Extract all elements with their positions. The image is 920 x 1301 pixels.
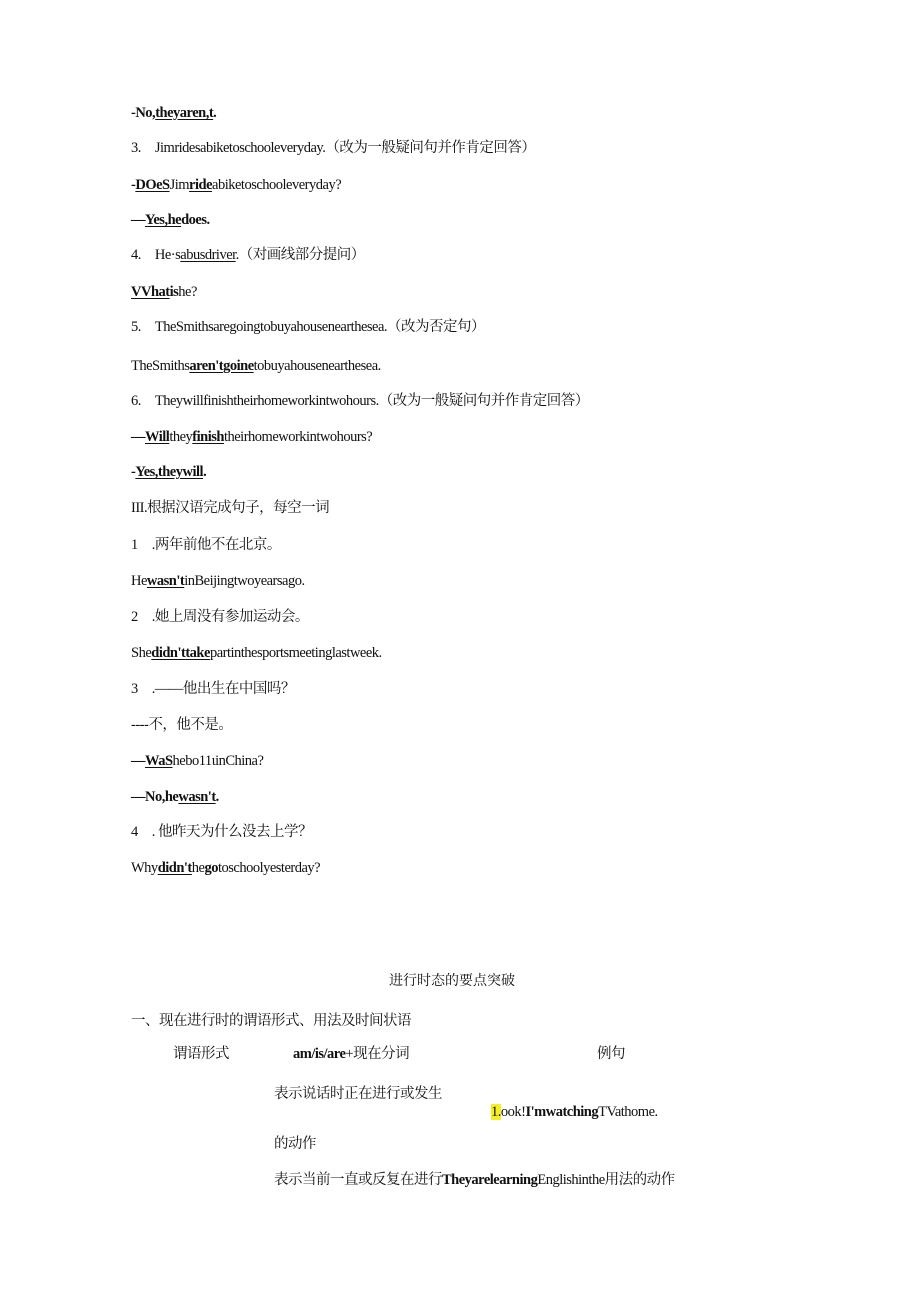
question-text: .（对画线部分提问） xyxy=(235,247,365,263)
answer-text: TheSmiths xyxy=(131,358,190,374)
question-4 xyxy=(131,246,365,264)
answer-text: . xyxy=(203,464,207,480)
example-text: ook! xyxy=(500,1104,526,1120)
answer-text: — xyxy=(131,429,145,445)
example-verb: Theyarelearning xyxy=(442,1172,538,1188)
example-text: Englishinthe xyxy=(537,1172,605,1188)
table-header-example: 例句 xyxy=(597,1046,625,1062)
answer-text: Jim xyxy=(169,177,190,193)
answer-text: — xyxy=(131,753,145,769)
answer-iii-3b xyxy=(131,788,219,806)
highlight-mark: 1. xyxy=(491,1104,501,1120)
answer-text: hebo11ι xyxy=(172,753,216,769)
answer-text: partinthesportsmeetinglastweek. xyxy=(209,645,382,661)
answer-text: go xyxy=(204,860,218,876)
answer-blank: didn't xyxy=(157,860,192,876)
answer-line-4 xyxy=(131,283,197,301)
answer-text: —No,he xyxy=(131,789,179,805)
answer-blank: finish xyxy=(192,429,224,445)
example-verb: I'mwatching xyxy=(525,1104,599,1120)
usage-1-line-a: 表示说话时正在进行或发生 xyxy=(274,1086,442,1102)
participle-label: +现在分词 xyxy=(345,1046,410,1062)
example-text: TVathome. xyxy=(598,1104,658,1120)
question-6: 6. Theywillfinishtheirhomeworkintwohours.（改为一般疑问句并作肯定回答） xyxy=(131,393,589,409)
answer-text: Why xyxy=(131,860,158,876)
answer-iii-3a xyxy=(131,752,263,770)
answer-blank: aren't xyxy=(189,358,224,374)
answer-text: he xyxy=(191,860,205,876)
usage-text: 表示当前一直或反复在进行 xyxy=(274,1172,442,1188)
answer-text: he? xyxy=(178,284,197,300)
answer-text: is xyxy=(169,284,179,300)
answer-blank: goine xyxy=(223,358,254,374)
answer-text: -No, xyxy=(131,105,156,121)
question-iii-4: 4 . 他昨天为什么没去上学？ xyxy=(131,824,312,840)
question-iii-3-reply: ----不，他不是。 xyxy=(131,717,233,733)
answer-text: theirhomeworkintwohours? xyxy=(223,429,373,445)
answer-blank: Will xyxy=(145,429,170,445)
answer-text: abiketoschooleveryday? xyxy=(212,177,342,193)
answer-text: they xyxy=(169,429,193,445)
question-iii-2: 2 .她上周没有参加运动会。 xyxy=(131,609,309,625)
question-text: 4. He·s xyxy=(131,247,181,263)
answer-iii-4 xyxy=(131,859,320,877)
question-3: 3. Jimridesabiketoschooleveryday.（改为一般疑问句并作肯定回答） xyxy=(131,140,536,156)
answer-blank: wasn't xyxy=(146,573,185,589)
answer-blank: WaS xyxy=(145,753,173,769)
answer-blank: Yes,theywill xyxy=(135,464,204,480)
answer-text: does. xyxy=(181,212,210,228)
answer-blank: theyaren,t xyxy=(155,105,214,121)
usage-1-line-b: 的动作 xyxy=(274,1136,316,1152)
section-iii-heading: III.根据汉语完成句子，每空一词 xyxy=(131,500,330,516)
answer-line-1 xyxy=(131,104,216,122)
answer-blank: VVhat xyxy=(131,284,170,300)
answer-text: inChina? xyxy=(215,753,264,769)
answer-text: — xyxy=(131,212,145,228)
question-5: 5. TheSmithsaregoingtobuyahousenearthesea.（改为否定句） xyxy=(131,319,486,335)
answer-text: tobuyahousenearthesea. xyxy=(253,358,381,374)
table-header-form: 谓语形式 xyxy=(173,1046,229,1062)
underlined-phrase: abusdriver xyxy=(180,247,236,263)
answer-line-6b xyxy=(131,463,206,481)
answer-line-6a xyxy=(131,428,372,446)
answer-text: toschoolyesterday? xyxy=(217,860,321,876)
answer-blank: take xyxy=(185,645,210,661)
question-iii-3: 3 .——他出生在中国吗？ xyxy=(131,681,295,697)
section-title: 进行时态的要点突破 xyxy=(389,973,515,989)
answer-blank: DOeS xyxy=(135,177,170,193)
answer-blank: ride xyxy=(189,177,213,193)
usage-text: 用法的动作 xyxy=(604,1172,675,1188)
verb-forms: am/is/are xyxy=(293,1046,346,1062)
answer-blank: didn't xyxy=(151,645,186,661)
answer-text: inBeijingtwoyearsago. xyxy=(184,573,305,589)
answer-text: He xyxy=(131,573,147,589)
answer-iii-2 xyxy=(131,644,382,662)
example-1 xyxy=(491,1103,658,1121)
answer-iii-1 xyxy=(131,572,305,590)
answer-text: She xyxy=(131,645,152,661)
answer-blank: Yes,he xyxy=(145,212,182,228)
table-header-structure xyxy=(293,1045,409,1063)
answer-line-3a xyxy=(131,176,341,194)
usage-2 xyxy=(274,1171,675,1189)
answer-text: - xyxy=(131,177,136,193)
answer-text: - xyxy=(131,464,136,480)
answer-line-3b xyxy=(131,211,210,229)
answer-blank: wasn't xyxy=(178,789,216,805)
answer-text: . xyxy=(215,789,219,805)
question-iii-1: 1 .两年前他不在北京。 xyxy=(131,537,281,553)
section-heading: 一、现在进行时的谓语形式、用法及时间状语 xyxy=(131,1013,411,1029)
answer-text: . xyxy=(213,105,217,121)
answer-line-5 xyxy=(131,357,381,375)
